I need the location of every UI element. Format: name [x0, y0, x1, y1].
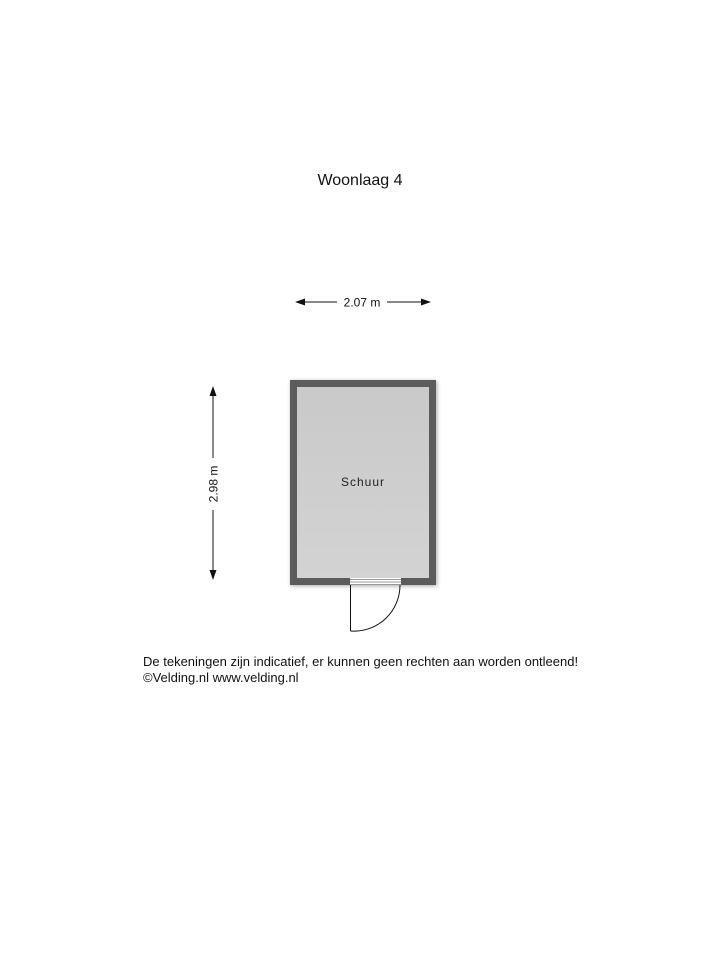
- arrow-down-icon: [210, 570, 217, 580]
- door-swing-arc: [351, 585, 401, 631]
- width-dimension: [295, 296, 431, 310]
- height-label: 2.98 m: [206, 465, 221, 503]
- arrow-left-icon: [295, 299, 305, 306]
- height-dimension: [207, 386, 221, 580]
- copyright-text: ©Velding.nl www.velding.nl: [143, 670, 299, 685]
- disclaimer-text: De tekeningen zijn indicatief, er kunnen geen rechten aan worden ontleend!: [143, 654, 579, 669]
- arrow-right-icon: [421, 299, 431, 306]
- room-label: Schuur: [340, 475, 386, 489]
- floor-title: Woonlaag 4: [317, 172, 403, 189]
- door: [346, 578, 405, 631]
- disclaimer: [143, 654, 578, 686]
- arrow-up-icon: [210, 386, 217, 396]
- width-label: 2.07 m: [343, 295, 381, 310]
